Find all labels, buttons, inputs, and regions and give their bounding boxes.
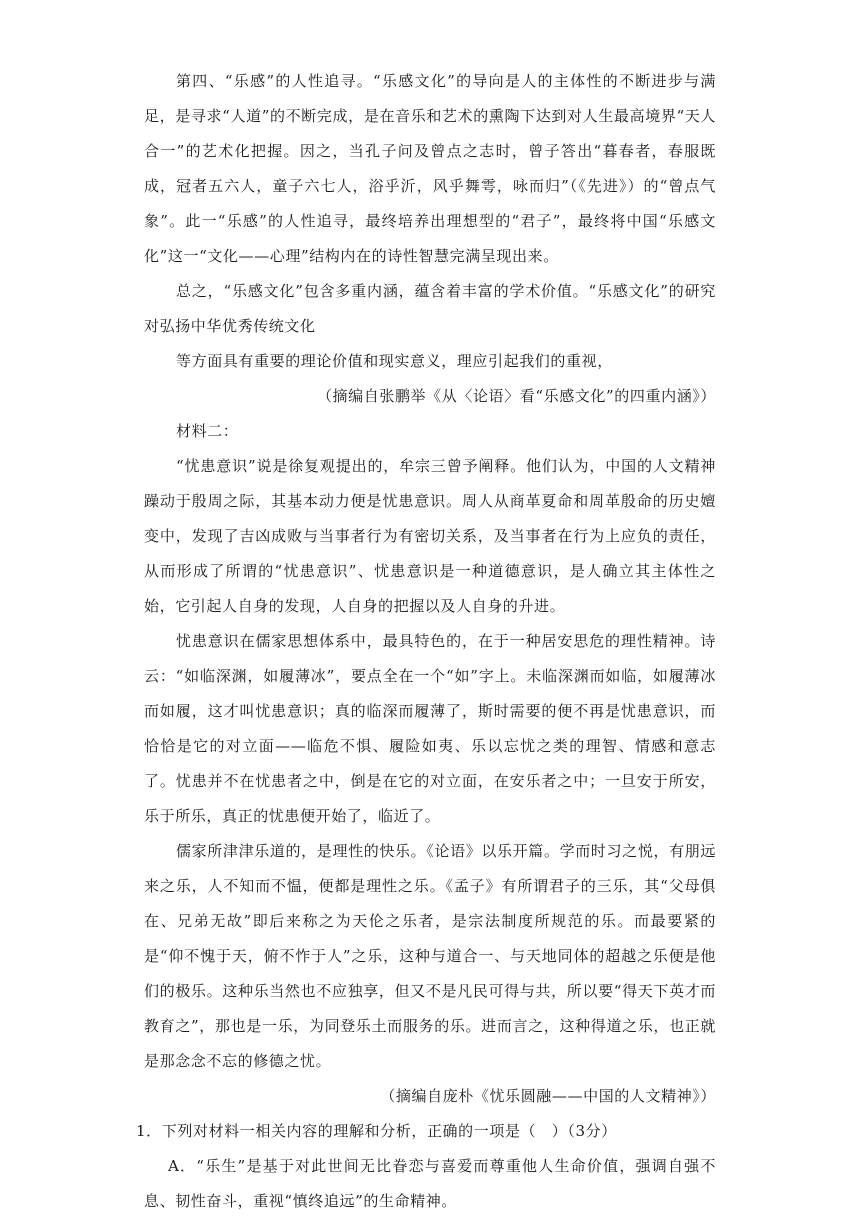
material2-source: （摘编自庞朴《忧乐圆融——中国的人文精神》） <box>380 1087 716 1105</box>
document-content <box>136 64 716 1219</box>
material2-heading: 材料二： <box>176 422 239 440</box>
material1-paragraph-5: 总之，“乐感文化”包含多重内涵，蕴含着丰富的学术价值。“乐感文化”的研究对弘扬中华优秀传统文化 <box>144 282 716 335</box>
question-stem: 1．下列对材料一相关内容的理解和分析，正确的一项是（ ）（3分） <box>136 1122 617 1140</box>
material2-paragraph-2: 忧患意识在儒家思想体系中，最具特色的，在于一种居安思危的理性精神。诗云：“如临深渊，如履薄冰”，要点全在一个“如”字上。未临深渊而如临，如履薄冰而如履，这才叫忧患意识；真的临深而履薄了，斯时需要的便不再是忧患意识，而恰恰是它的对立面——临危不惧、履险如夷、乐以忘忧之类的理智、情感和意志了。忧患并不在忧患者之中，倒是在它的对立面，在安乐者之中；一旦安于所安，乐于所乐，真正的忧患便开始了，临近了。 <box>144 632 716 825</box>
material2-paragraph-3: 儒家所津津乐道的，是理性的快乐。《论语》以乐开篇。学而时习之悦，有朋远来之乐，人不知而不愠，便都是理性之乐。《孟子》有所谓君子的三乐，其“父母俱在、兄弟无故”即后来称之为天伦之乐者，是宗法制度所规范的乐。而最要紧的是“仰不愧于天，俯不怍于人”之乐，这种与道合一、与天地同体的超越之乐便是他们的极乐。这种乐当然也不应独享，但又不是凡民可得与共，所以要“得天下英才而教育之”，那也是一乐，为同登乐土而服务的乐。进而言之，这种得道之乐，也正就是那念念不忘的修德之忧。 <box>144 842 716 1070</box>
material1-paragraph-4: 第四、“乐感”的人性追寻。“乐感文化”的导向是人的主体性的不断进步与满足，是寻求“人道”的不断完成，是在音乐和艺术的熏陶下达到对人生最高境界“天人合一”的艺术化把握。因之，当孔子问及曾点之志时，曾子答出“暮春者，春服既成，冠者五六人，童子六七人，浴乎沂，风乎舞雩，咏而归”（《先进》）的“曾点气象”。此一“乐感”的人性追寻，最终培养出理想型的“君子”，最终将中国“乐感文化”这一“文化——心理”结构内在的诗性智慧完满呈现出来。 <box>144 72 716 265</box>
material2-paragraph-1: “忧患意识”说是徐复观提出的，牟宗三曾予阐释。他们认为，中国的人文精神躁动于殷周之际，其基本动力便是忧患意识。周人从商革夏命和周革殷命的历史嬗变中，发现了吉凶成败与当事者行为有密切关系，及当事者在行为上应负的责任，从而形成了所谓的“忧患意识”、忧患意识是一种道德意识，是人确立其主体性之始，它引起人自身的发现，人自身的把握以及人自身的升进。 <box>144 457 716 615</box>
question-option-a: A．“乐生”是基于对此世间无比眷恋与喜爱而尊重他人生命价值，强调自强不息、韧性奋斗，重视“慎终追远”的生命精神。 <box>144 1157 716 1210</box>
material1-paragraph-6: 等方面具有重要的理论价值和现实意义，理应引起我们的重视， <box>176 352 613 370</box>
material1-source: （摘编自张鹏举《从〈论语〉看“乐感文化”的四重内涵》） <box>316 387 716 405</box>
